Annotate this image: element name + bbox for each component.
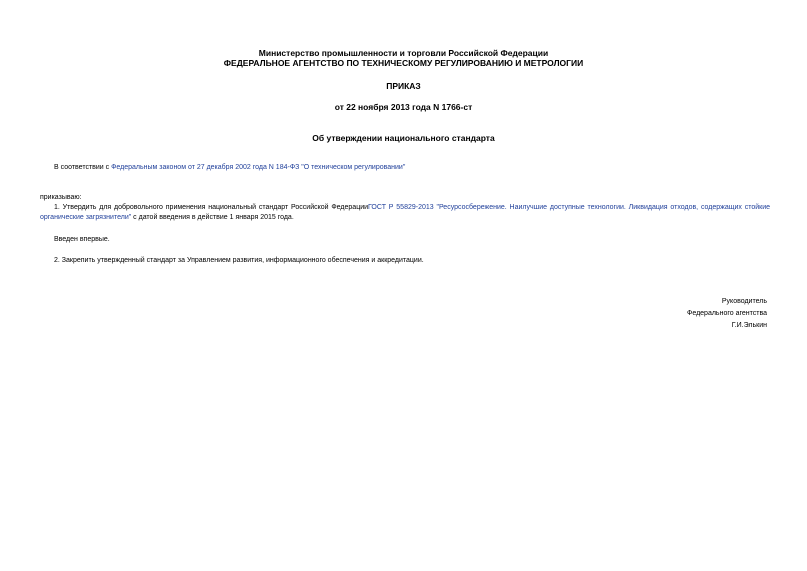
item-1-suffix: с датой введения в действие 1 января 2015 года. <box>131 214 294 221</box>
item-1-prefix: 1. Утвердить для добровольного применения национальный стандарт Российской Федерации <box>54 204 369 211</box>
signer-name: Г.И.Элькин <box>731 322 767 329</box>
ministry-name: Министерство промышленности и торговли Российской Федерации <box>258 48 549 58</box>
agency-name: ФЕДЕРАЛЬНОЕ АГЕНТСТВО ПО ТЕХНИЧЕСКОМУ РЕГУЛИРОВАНИЮ И МЕТРОЛОГИИ <box>223 58 584 68</box>
item-2-paragraph: 2. Закрепить утвержденный стандарт за Управлением развития, информационного обеспечения и аккредитации. <box>54 257 424 264</box>
signature-block <box>687 296 767 332</box>
intro-note: Введен впервые. <box>54 236 110 243</box>
federal-law-link[interactable]: Федеральным законом от 27 декабря 2002 года N 184-ФЗ "О техническом регулировании" <box>111 164 406 171</box>
item-1-paragraph <box>40 203 770 223</box>
order-word: приказываю: <box>40 194 82 201</box>
signer-position-line1: Руководитель <box>721 298 767 305</box>
order-title: ПРИКАЗ <box>386 81 421 91</box>
basis-paragraph <box>54 163 774 173</box>
basis-prefix: В соответствии с <box>54 164 112 171</box>
gost-standard-link[interactable]: ГОСТ Р 55829-2013 "Ресурсосбережение. Наилучшие доступные технологии. Ликвидация отходов, содержащих стойкие органические загрязнители" <box>40 204 770 221</box>
order-date: от 22 ноября 2013 года N 1766-ст <box>334 102 473 112</box>
document-header <box>0 48 807 68</box>
signer-position-line2: Федерального агентства <box>687 310 767 317</box>
order-subject: Об утверждении национального стандарта <box>312 133 495 143</box>
